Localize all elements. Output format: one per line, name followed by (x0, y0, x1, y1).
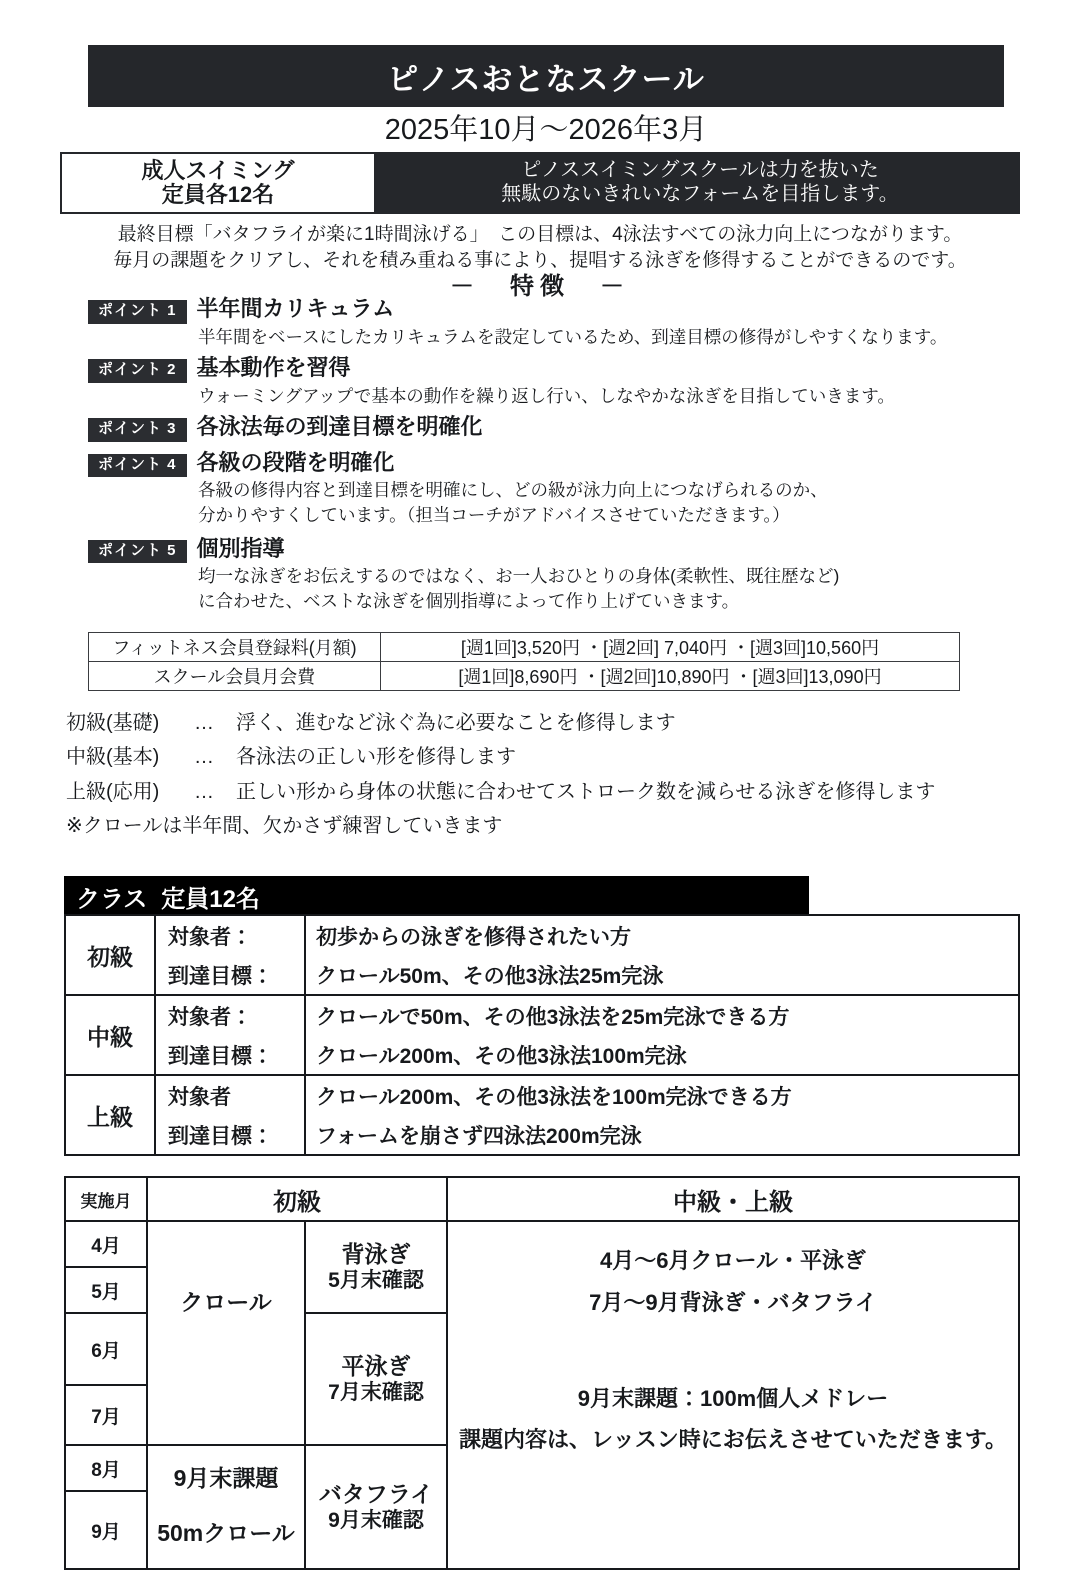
beginner-bottom-line-2: 50mクロール (157, 1519, 295, 1546)
point-item-3 (88, 414, 1018, 442)
point-badge: ポイント 1 (88, 300, 187, 324)
point-badge: ポイント 5 (88, 540, 187, 564)
class-header-title: クラス (76, 885, 148, 913)
page-title: ピノスおとなスクール (387, 61, 705, 97)
adult-swimming-header (60, 152, 1020, 214)
beginner-main-bottom-cell (147, 1445, 305, 1569)
schedule-month-cell: 9月 (65, 1491, 147, 1569)
point-badge: ポイント 2 (88, 359, 187, 383)
schedule-header-month: 実施月 (65, 1177, 147, 1221)
list-item (66, 706, 1046, 740)
schedule-month-cell: 6月 (65, 1313, 147, 1385)
point-body-line: 各級の修得内容と到達目標を明確にし、どの級が泳力向上につなげられるのか、 (198, 480, 828, 501)
class-level-label: 初級 (65, 915, 155, 995)
table-row (65, 915, 1019, 955)
class-goal-value: クロール50m、その他3泳法25m完泳 (305, 955, 1019, 995)
period-subtitle: 2025年10月～2026年3月 (384, 114, 708, 146)
level-dots: … (194, 712, 214, 734)
stroke-check: 9月末確認 (328, 1509, 424, 1533)
schedule-header-beginner: 初級 (147, 1177, 447, 1221)
crawl-practice-note: ※クロールは半年間、欠かさず練習していきます (66, 815, 503, 838)
fee-label: スクール会員月会費 (89, 662, 381, 691)
fee-value: [週1回]3,520円 ・[週2回] 7,040円 ・[週3回]10,560円 (381, 633, 960, 662)
schedule-month-cell: 5月 (65, 1267, 147, 1313)
point-title: 各級の段階を明確化 (196, 449, 395, 475)
schedule-header-advanced: 中級・上級 (447, 1177, 1019, 1221)
class-table (64, 914, 1020, 1156)
class-level-label: 上級 (65, 1075, 155, 1155)
slogan-line-2: 無駄のないきれいなフォームを目指します。 (501, 183, 899, 205)
beginner-bottom-line-1: 9月末課題 (173, 1465, 279, 1491)
point-badge: ポイント 3 (88, 418, 187, 442)
class-target-value: クロールで50m、その他3泳法を25m完泳できる方 (305, 995, 1019, 1035)
class-goal-key: 到達目標： (155, 955, 305, 995)
point-item-5 (88, 536, 1018, 614)
class-table-header (64, 876, 809, 916)
advanced-line-3: 9月末課題：100m個人メドレー (577, 1385, 889, 1411)
table-header-row (65, 1177, 1019, 1221)
point-title: 半年間カリキュラム (196, 296, 395, 321)
goal-line-2: 毎月の課題をクリアし、それを積み重ねる事により、提唱する泳ぎを修得することができるのです。 (113, 249, 967, 271)
advanced-line-4: 課題内容は、レッスン時にお伝えさせていただきます。 (458, 1427, 1008, 1453)
point-body-line: に合わせた、ベストな泳ぎを個別指導によって作り上げていきます。 (198, 591, 740, 612)
table-row (65, 1115, 1019, 1155)
level-desc: 正しい形から身体の状態に合わせてストローク数を減らせる泳ぎを修得します (236, 780, 936, 803)
stroke-check: 5月末確認 (328, 1269, 424, 1293)
class-header-capacity: 定員12名 (161, 885, 260, 913)
stroke-name: 平泳ぎ (341, 1352, 411, 1379)
advanced-line-1: 4月～6月クロール・平泳ぎ (599, 1248, 867, 1273)
capacity-box-line1: 成人スイミング (141, 158, 295, 184)
fee-label: フィットネス会員登録料(月額) (89, 633, 381, 662)
point-title: 各泳法毎の到達目標を明確化 (196, 413, 483, 439)
beginner-main-top-cell: クロール (147, 1221, 305, 1445)
level-dots: … (194, 746, 214, 769)
features-point-list (88, 296, 1018, 616)
table-row (89, 662, 960, 691)
goal-line-1: 最終目標「バタフライが楽に1時間泳げる」 この目標は、4泳法すべての泳力向上につながります。 (117, 224, 963, 245)
stroke-name: 背泳ぎ (341, 1240, 411, 1267)
advanced-content-cell (447, 1221, 1019, 1569)
class-row-group-beginner (65, 915, 1019, 995)
schedule-month-cell: 4月 (65, 1221, 147, 1267)
point-item-2 (88, 355, 1018, 408)
document-title-band (88, 45, 1004, 107)
class-target-key: 対象者 (155, 1075, 305, 1115)
slogan (380, 152, 1020, 214)
class-row-group-advanced (65, 1075, 1019, 1155)
features-heading: － 特徴 － (450, 273, 630, 300)
class-row-group-intermediate (65, 995, 1019, 1075)
class-goal-key: 到達目標： (155, 1115, 305, 1155)
level-dots: … (194, 780, 214, 803)
advanced-line-2: 7月～9月背泳ぎ・バタフライ (589, 1289, 877, 1315)
level-description-list (66, 706, 1046, 844)
fee-value: [週1回]8,690円 ・[週2回]10,890円 ・[週3回]13,090円 (381, 662, 960, 691)
point-item-1 (88, 296, 1018, 349)
class-goal-key: 到達目標： (155, 1035, 305, 1075)
level-desc: 浮く、進むなど泳ぐ為に必要なことを修得します (236, 712, 676, 734)
capacity-box (60, 152, 376, 214)
beginner-stroke-cell-1 (305, 1221, 447, 1313)
point-title: 基本動作を習得 (196, 354, 351, 380)
class-goal-value: クロール200m、その他3泳法100m完泳 (305, 1035, 1019, 1075)
point-body-line: ウォーミングアップで基本の動作を繰り返し行い、しなやかな泳ぎを目指していきます。 (198, 385, 895, 406)
point-badge: ポイント 4 (88, 454, 187, 478)
level-name: 上級(応用) (66, 780, 160, 803)
table-row (65, 995, 1019, 1035)
point-body-line: 半年間をベースにしたカリキュラムを設定しているため、到達目標の修得がしやすくなります。 (198, 326, 948, 347)
class-target-value: クロール200m、その他3泳法を100m完泳できる方 (305, 1075, 1019, 1115)
spacer (448, 1324, 1018, 1378)
table-row (89, 633, 960, 662)
slogan-line-1: ピノススイミングスクールは力を抜いた (521, 159, 879, 182)
class-target-value: 初歩からの泳ぎを修得されたい方 (305, 915, 1019, 955)
stroke-name: バタフライ (318, 1480, 434, 1507)
table-row (65, 1035, 1019, 1075)
level-desc: 各泳法の正しい形を修得します (236, 746, 516, 769)
beginner-stroke-cell-2 (305, 1313, 447, 1445)
schedule-month-cell: 8月 (65, 1445, 147, 1491)
class-level-label: 中級 (65, 995, 155, 1075)
class-target-key: 対象者： (155, 915, 305, 955)
monthly-schedule-table (64, 1176, 1020, 1570)
capacity-box-line2: 定員各12名 (161, 182, 275, 207)
point-body-line: 分かりやすくしています。（担当コーチがアドバイスさせていただきます。） (198, 505, 790, 526)
schedule-month-cell: 7月 (65, 1385, 147, 1445)
fee-table (88, 632, 960, 691)
beginner-stroke-cell-3 (305, 1445, 447, 1569)
point-item-4 (88, 450, 1018, 528)
table-row (65, 955, 1019, 995)
table-row (65, 1075, 1019, 1115)
list-item (66, 775, 1046, 809)
level-name: 初級(基礎) (66, 712, 160, 734)
class-goal-value: フォームを崩さず四泳法200m完泳 (305, 1115, 1019, 1155)
point-title: 個別指導 (196, 535, 285, 561)
table-row (65, 1221, 1019, 1267)
stroke-check: 7月末確認 (328, 1381, 424, 1405)
list-item (66, 740, 1046, 774)
point-body-line: 均一な泳ぎをお伝えするのではなく、お一人おひとりの身体(柔軟性、既往歴など) (198, 566, 840, 587)
level-name: 中級(基本) (66, 746, 160, 769)
class-target-key: 対象者： (155, 995, 305, 1035)
